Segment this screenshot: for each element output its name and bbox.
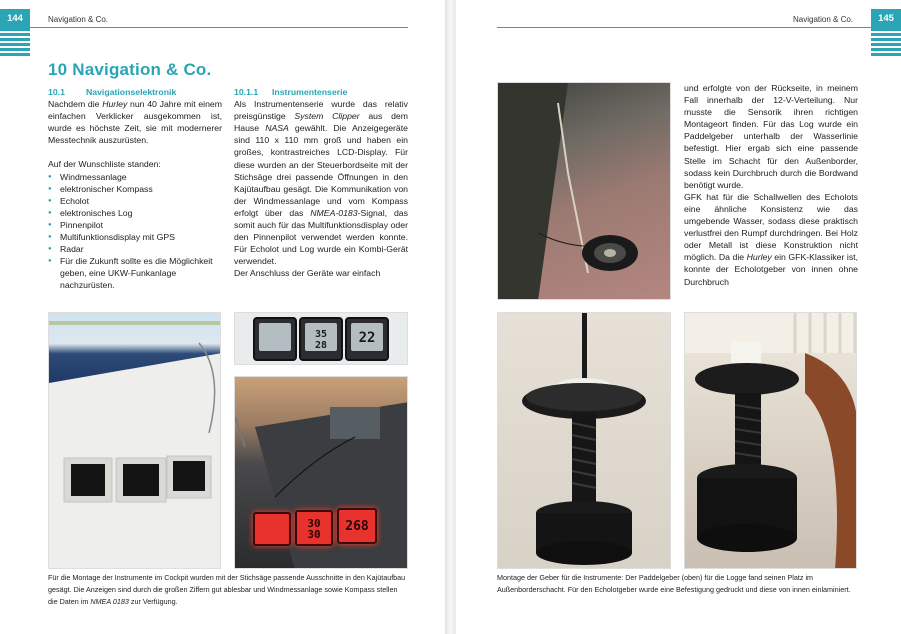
instrument-depth-log bbox=[299, 317, 343, 361]
page-number-left: 144 bbox=[7, 13, 23, 24]
header-rule-right bbox=[497, 27, 871, 28]
text-run: ein GFK-Klassiker ist, konnte der Echolotgeber von innen ohne Durchbruch bbox=[684, 252, 858, 287]
right-column-text bbox=[684, 82, 858, 288]
red-instrument-2 bbox=[295, 510, 333, 546]
red-instrument-3 bbox=[337, 508, 377, 544]
section-heading-10-1-1 bbox=[234, 86, 408, 98]
body-paragraph bbox=[234, 98, 408, 267]
text-run: Für die Montage der Instrumente im Cockpit wurden mit der Stichsäge passende Ausschnitte in den Kajütaufbau gesägt. Die Anzeigen sind durch die großen Ziffern gut ablesbar und Windmessanlage sowie Kompass stellen die Daten im bbox=[48, 573, 406, 606]
text-run: GFK hat für die Schallwellen des Echolots eine ähnliche Konsistenz wie das umgebende Wasser, sodass diese praktisch verlustfrei den Rumpf durchdringen. Bei Holz oder Metall ist diese Konstruktion nicht möglich. Da die bbox=[684, 191, 858, 263]
instrument-digits: 22 bbox=[358, 330, 376, 346]
instrument-digits: 35 28 bbox=[314, 329, 328, 351]
column-2 bbox=[234, 86, 408, 280]
cockpit-illustration bbox=[49, 313, 221, 569]
list-item: ● Radar bbox=[48, 243, 222, 255]
text-run: Nachdem die bbox=[48, 99, 103, 110]
list-item: ● Für die Zukunft sollte es die Möglichkeit geben, eine UKW-Funkanlage nachzurüsten. bbox=[48, 255, 222, 291]
left-page bbox=[0, 0, 445, 634]
photo-transducer-installed bbox=[684, 312, 857, 569]
page-number-tab-left bbox=[0, 9, 30, 57]
red-instrument-1 bbox=[253, 512, 291, 546]
section-title: Navigationselektronik bbox=[86, 87, 177, 97]
list-intro: Auf der Wunschliste standen: bbox=[48, 159, 161, 170]
instrument-compass bbox=[345, 317, 389, 361]
photo-paddle-sensor bbox=[497, 82, 671, 300]
tab-stripes bbox=[871, 31, 901, 57]
paddle-sensor-scene bbox=[498, 83, 671, 300]
header-rule-left bbox=[30, 27, 408, 28]
list-item: ● Windmessanlage bbox=[48, 171, 222, 183]
brand-name: NASA bbox=[265, 123, 289, 134]
body-paragraph bbox=[684, 191, 858, 288]
red-digits: 268 bbox=[345, 519, 369, 534]
list-item: ● elektronischer Kompass bbox=[48, 183, 222, 195]
intro-paragraph bbox=[48, 98, 222, 146]
instrument-wind bbox=[253, 317, 297, 361]
text-run: -Signal, das somit auch für das Multifunktionsdisplay oder den Pinnenpilot verwendet werden konnte. Für Echolot und Log wurde ein Kombi-Gerät verwendet. bbox=[234, 207, 408, 267]
list-item: ● Pinnenpilot bbox=[48, 219, 222, 231]
product-name: System Clipper bbox=[294, 111, 360, 122]
page-number-tab-right bbox=[871, 9, 901, 57]
tab-stripes bbox=[0, 31, 30, 57]
column-1 bbox=[48, 86, 222, 292]
wishlist bbox=[48, 171, 222, 292]
boat-name: Hurley bbox=[746, 252, 772, 263]
red-digits: 30 30 bbox=[307, 517, 321, 541]
photo-caption-right: Montage der Geber für die Instrumente: Der Paddelgeber (oben) für die Logge fand seinen Platz im Außenborderschacht. Für den Echolotgeber wurde eine Befestigung gedruckt und diese von innen einlaminiert. bbox=[497, 573, 851, 594]
text-run: aus dem Hause bbox=[234, 111, 408, 134]
right-page bbox=[456, 0, 901, 634]
list-item: ● elektronisches Log bbox=[48, 207, 222, 219]
photo-cockpit-cutouts bbox=[48, 312, 221, 569]
section-number: 10.1 bbox=[48, 87, 65, 97]
list-item: ● Echolot bbox=[48, 195, 222, 207]
photo-lcd-instruments bbox=[234, 312, 408, 365]
text-run: gewählt. Die Anzeigegeräte sind 110 x 110 mm groß und haben ein großes, kontrastreiches LCD-Display. Für diese wurden an der Steuerbordseite mit der Stichsäge drei passende Öffnungen in den Kajütaufbau gesägt. Die Kommunikation von der Windmessanlage und vom Kompass erfolgt über das bbox=[234, 123, 408, 218]
chapter-title: 10 Navigation & Co. bbox=[48, 60, 212, 79]
running-head-right: Navigation & Co. bbox=[793, 15, 854, 24]
boat-name: Hurley bbox=[102, 99, 128, 110]
photo-caption-left bbox=[48, 572, 408, 608]
body-paragraph: Der Anschluss der Geräte war einfach bbox=[234, 268, 381, 279]
book-gutter bbox=[445, 0, 456, 634]
body-paragraph: und erfolgte von der Rückseite, in meinem Fall innerhalb der 12-V-Verteilung. Nur musste die Sensorik ihren richtigen Montageort finden. Für das Log wurde ein Paddelgeber unterhalb der Wasserlinie befestigt. Hier ergab sich eine passende Stelle im Schacht für den Außenborder, sodass kein Durchbruch durch die Bordwand benötigt wurde. bbox=[684, 83, 858, 190]
protocol-name: NMEA-0183 bbox=[310, 207, 358, 218]
section-title: Instrumentenserie bbox=[272, 87, 348, 97]
section-heading-10-1 bbox=[48, 86, 222, 98]
photo-night-display bbox=[234, 376, 408, 569]
section-number: 10.1.1 bbox=[234, 87, 259, 97]
text-run: Als Instrumentenserie wurde das relativ preisgünstige bbox=[234, 99, 408, 122]
photo-transducer bbox=[497, 312, 671, 569]
protocol-name: NMEA 0183 bbox=[90, 597, 129, 606]
list-item: ● Multifunktionsdisplay mit GPS bbox=[48, 231, 222, 243]
text-run: zur Verfügung. bbox=[128, 597, 178, 606]
transducer-illustration bbox=[498, 313, 671, 569]
installed-transducer-illustration bbox=[685, 313, 857, 569]
page-number-right: 145 bbox=[878, 13, 894, 24]
text-run: nun 40 Jahre mit einem einfachen Verklicker ausgekommen ist, wurde es höchste Zeit, sie mit modernerer Messtechnik auszurüsten. bbox=[48, 99, 222, 146]
running-head-left: Navigation & Co. bbox=[48, 15, 109, 24]
